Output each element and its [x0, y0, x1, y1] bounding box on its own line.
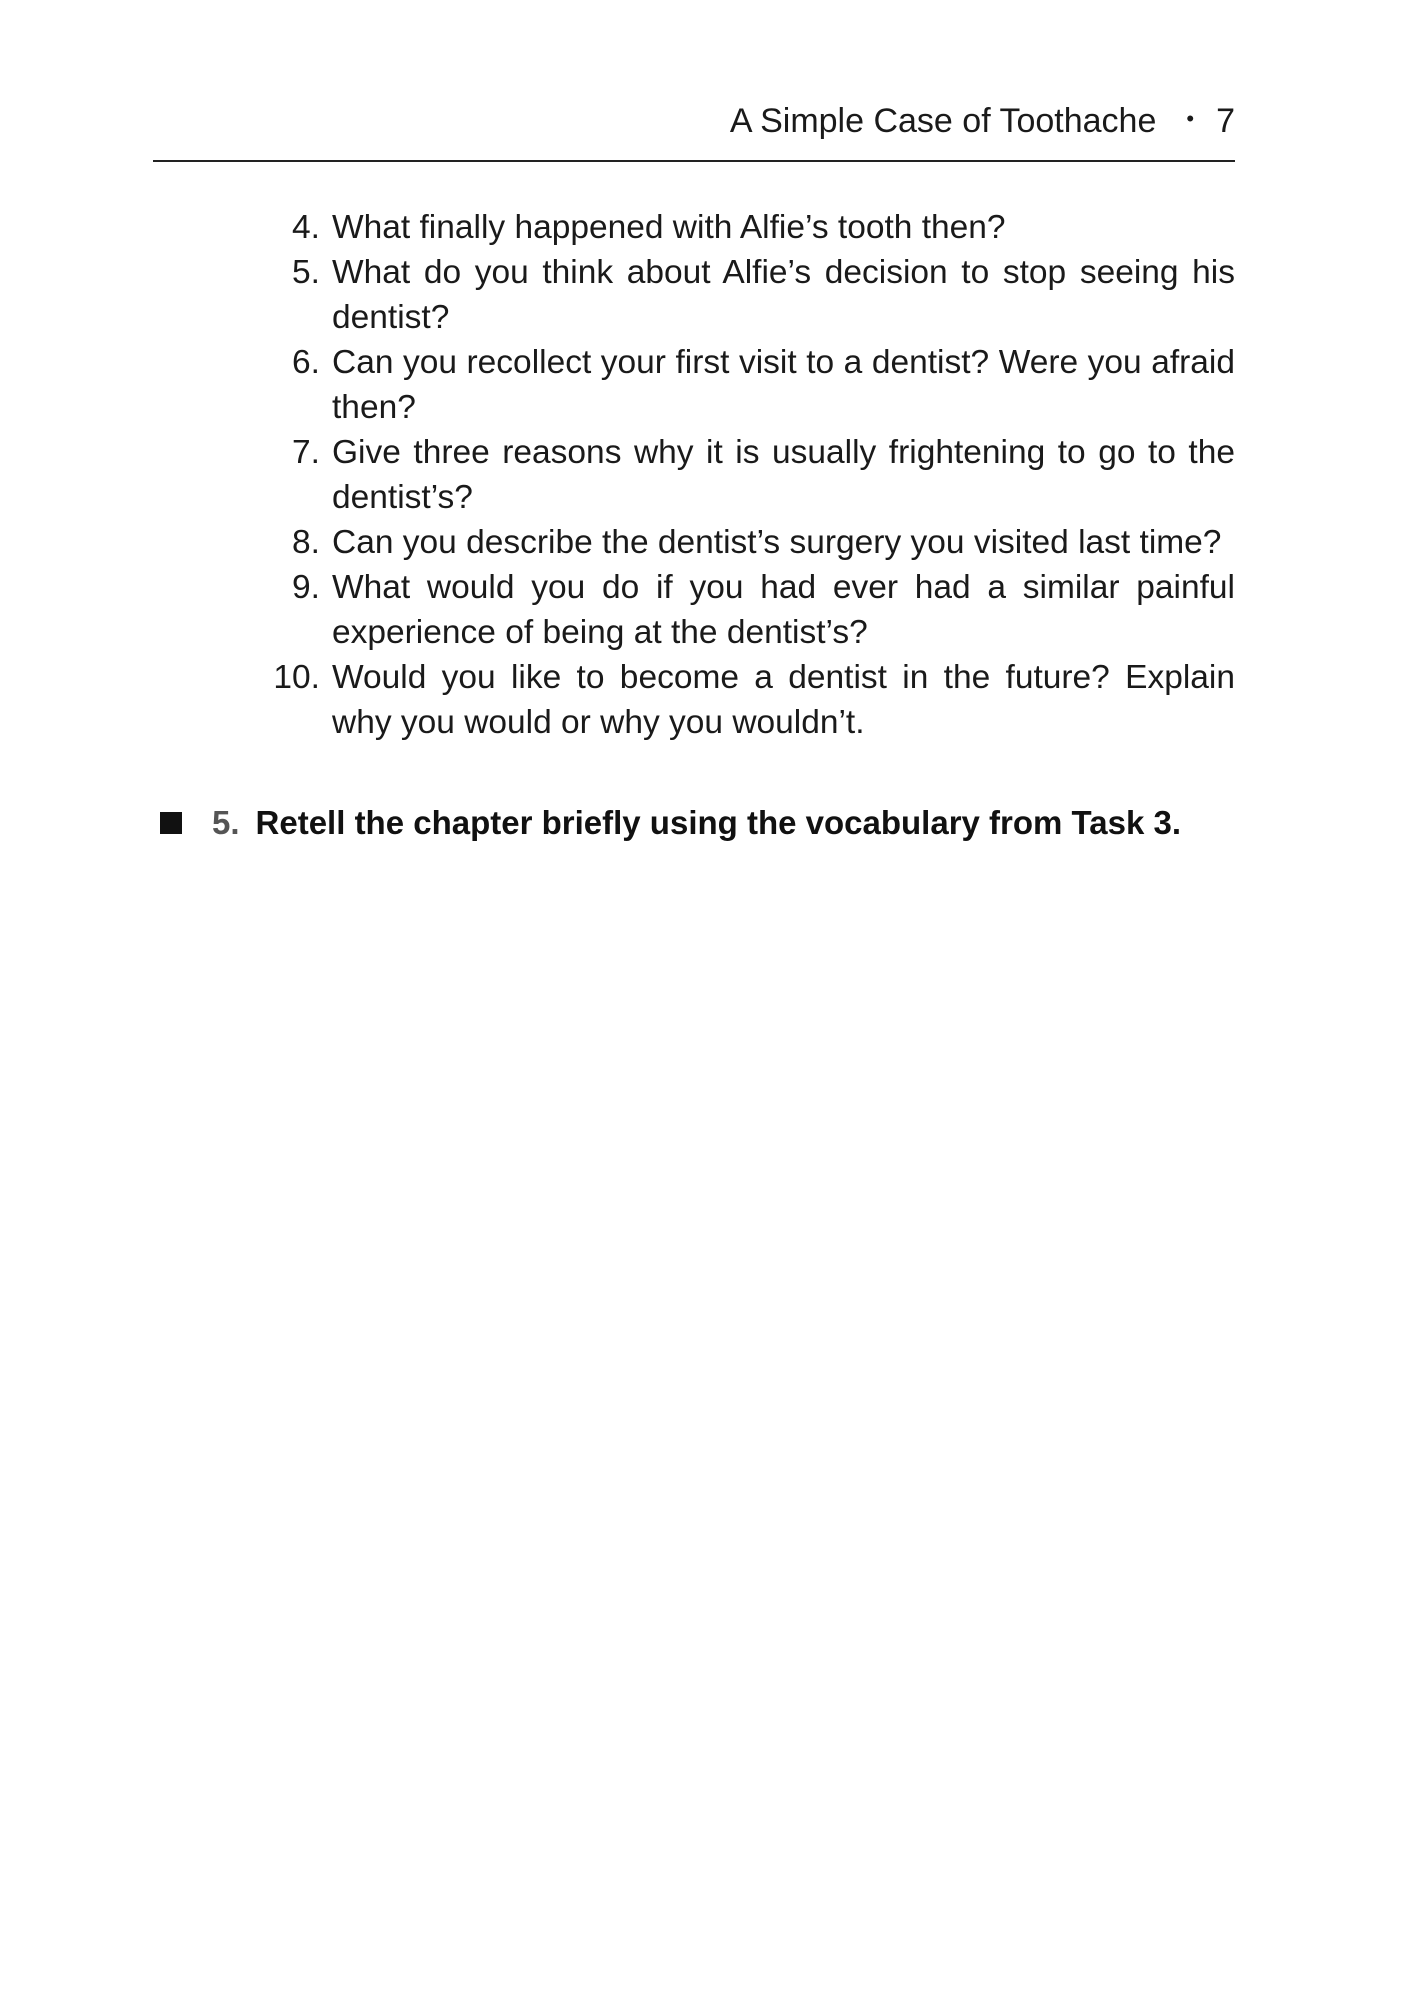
task-number: 5. — [212, 804, 240, 841]
question-item — [258, 655, 1235, 745]
header-rule — [153, 160, 1235, 162]
question-list — [258, 205, 1235, 745]
page-number: 7 — [1216, 101, 1235, 140]
question-item — [258, 340, 1235, 430]
question-item — [258, 430, 1235, 520]
question-number: 6. — [292, 344, 320, 381]
question-text: Give three reasons why it is usually frightening to go to the dentist’s? — [332, 434, 1235, 516]
question-number: 10. — [273, 659, 320, 696]
question-text: What finally happened with Alfie’s tooth then? — [332, 209, 1006, 246]
question-number: 9. — [292, 569, 320, 606]
running-header — [153, 98, 1235, 144]
question-item — [258, 250, 1235, 340]
task-text: Retell the chapter briefly using the vocabulary from Task 3. — [255, 804, 1182, 841]
question-text: What do you think about Alfie’s decision to stop seeing his dentist? — [332, 254, 1235, 336]
question-number: 7. — [292, 434, 320, 471]
question-text: Can you describe the dentist’s surgery you visited last time? — [332, 524, 1222, 561]
square-bullet-icon — [160, 812, 182, 834]
question-item — [258, 520, 1235, 565]
question-item — [258, 205, 1235, 250]
question-text: What would you do if you had ever had a similar painful experience of being at the dentist’s? — [332, 569, 1235, 651]
header-title: A Simple Case of Toothache — [729, 101, 1157, 140]
header-separator: • — [1186, 106, 1195, 131]
task-heading — [160, 800, 1235, 845]
question-text: Would you like to become a dentist in the future? Explain why you would or why you wouldn’t. — [332, 659, 1235, 741]
question-text: Can you recollect your first visit to a dentist? Were you afraid then? — [332, 344, 1235, 426]
question-item — [258, 565, 1235, 655]
question-number: 8. — [292, 524, 320, 561]
question-number: 5. — [292, 254, 320, 291]
question-number: 4. — [292, 209, 320, 246]
